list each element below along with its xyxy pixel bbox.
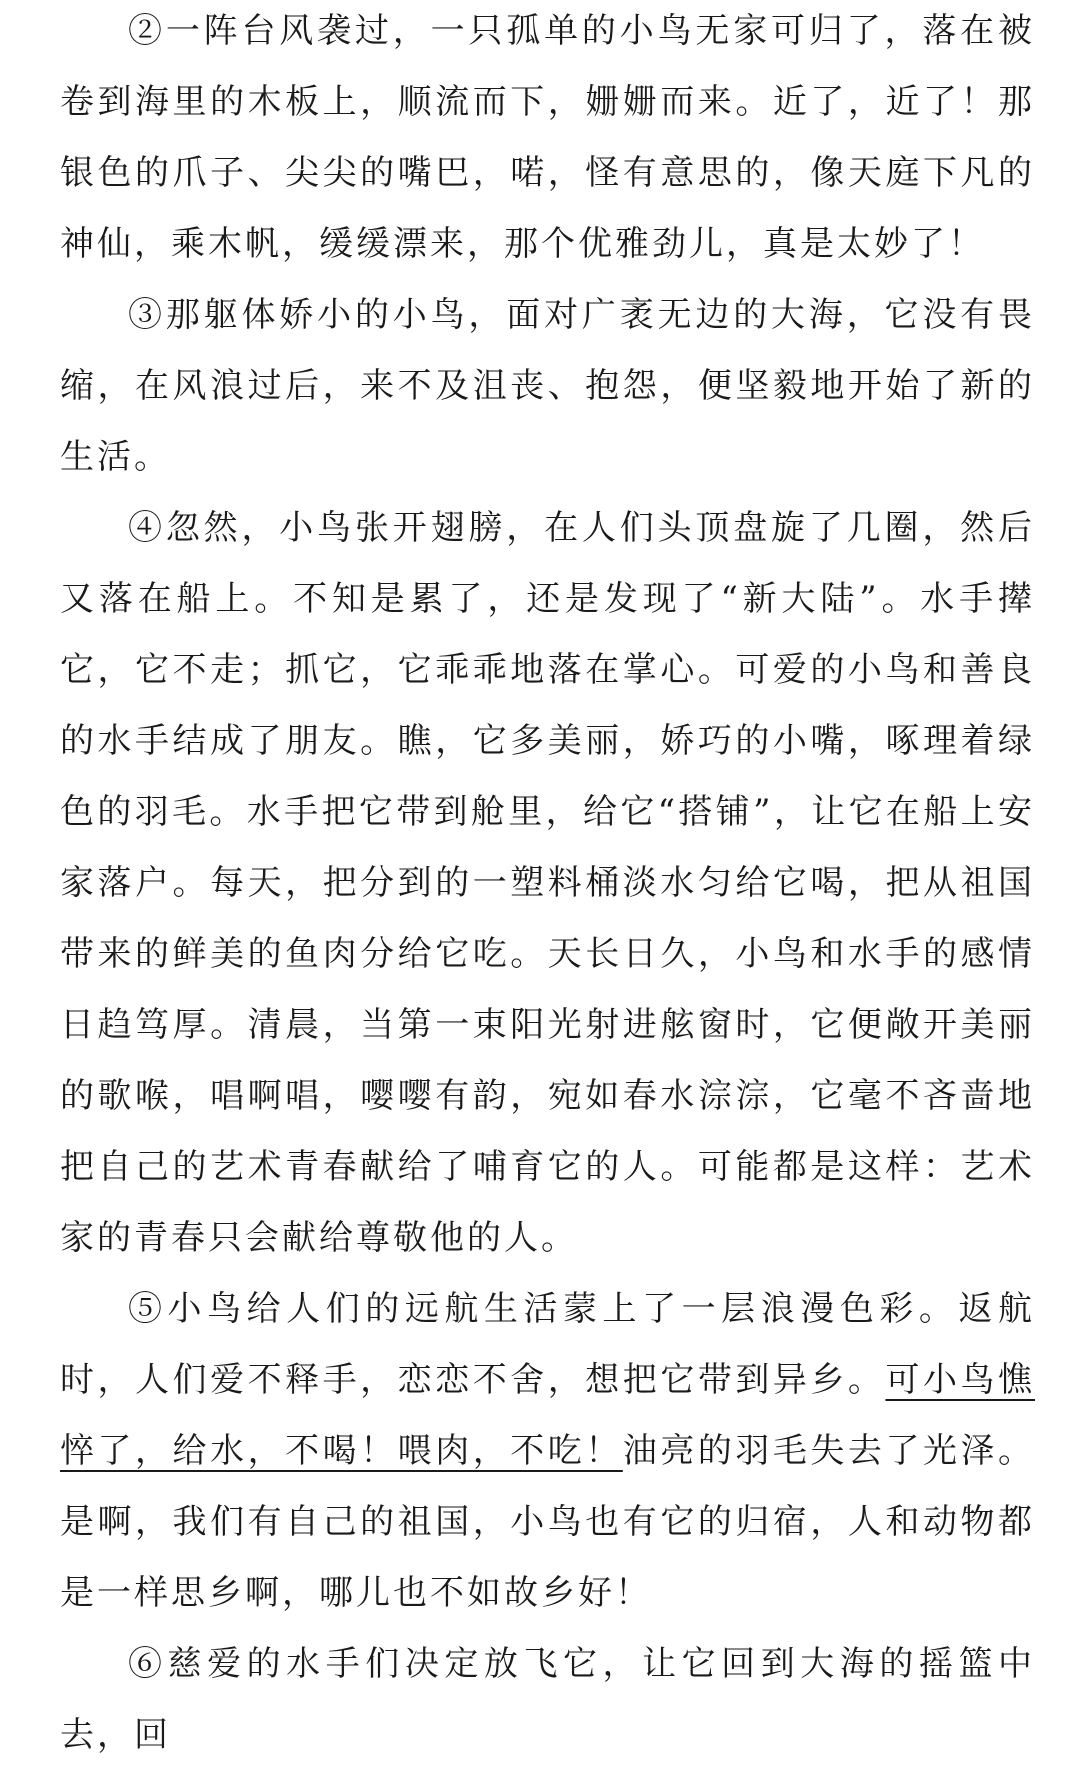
underlined-sentence: 可小鸟憔悴了，给水，不喝！喂肉，不吃！: [60, 1360, 1036, 1471]
paragraph-2: ②一阵台风袭过，一只孤单的小鸟无家可归了，落在被卷到海里的木板上，顺流而下，姗姗而来。近了，近了！那银色的爪子、尖尖的嘴巴，喏，怪有意思的，像天庭下凡的神仙，乘木帆，缓缓漂来，那个优雅劲儿，真是太妙了！: [60, 11, 1035, 264]
paragraph-4: ④忽然，小鸟张开翅膀，在人们头顶盘旋了几圈，然后又落在船上。不知是累了，还是发现了“新大陆”。水手撵它，它不走；抓它，它乖乖地落在掌心。可爱的小鸟和善良的水手结成了朋友。瞧，它多美丽，娇巧的小嘴，啄理着绿色的羽毛。水手把它带到舱里，给它“搭铺”，让它在船上安家落户。每天，把分到的一塑料桶淡水匀给它喝，把从祖国带来的鲜美的鱼肉分给它吃。天长日久，小鸟和水手的感情日趋笃厚。清晨，当第一束阳光射进舷窗时，它便敞开美丽的歌喉，唱啊唱，嘤嘤有韵，宛如春水淙淙，它毫不吝啬地把自己的艺术青春献给了哺育它的人。可能都是这样：艺术家的青春只会献给尊敬他的人。: [60, 508, 1035, 1258]
paragraph-5-text-before: ⑤小鸟给人们的远航生活蒙上了一层浪漫色彩。返航时，人们爱不释手，恋恋不舍，想把它带到异乡。: [60, 1289, 1035, 1400]
paragraph-3: ③那躯体娇小的小鸟，面对广袤无边的大海，它没有畏缩，在风浪过后，来不及沮丧、抱怨，便坚毅地开始了新的生活。: [60, 295, 1035, 477]
paragraph-5-text-after: 油亮的羽毛失去了光泽。是啊，我们有自己的祖国，小鸟也有它的归宿，人和动物都是一样思乡啊，哪儿也不如故乡好！: [60, 1431, 1036, 1613]
document-page: [60, 0, 1035, 1771]
paragraph-6: ⑥慈爱的水手们决定放飞它，让它回到大海的摇篮中去，回: [60, 1644, 1035, 1755]
paragraph-5: [60, 1274, 1035, 1629]
